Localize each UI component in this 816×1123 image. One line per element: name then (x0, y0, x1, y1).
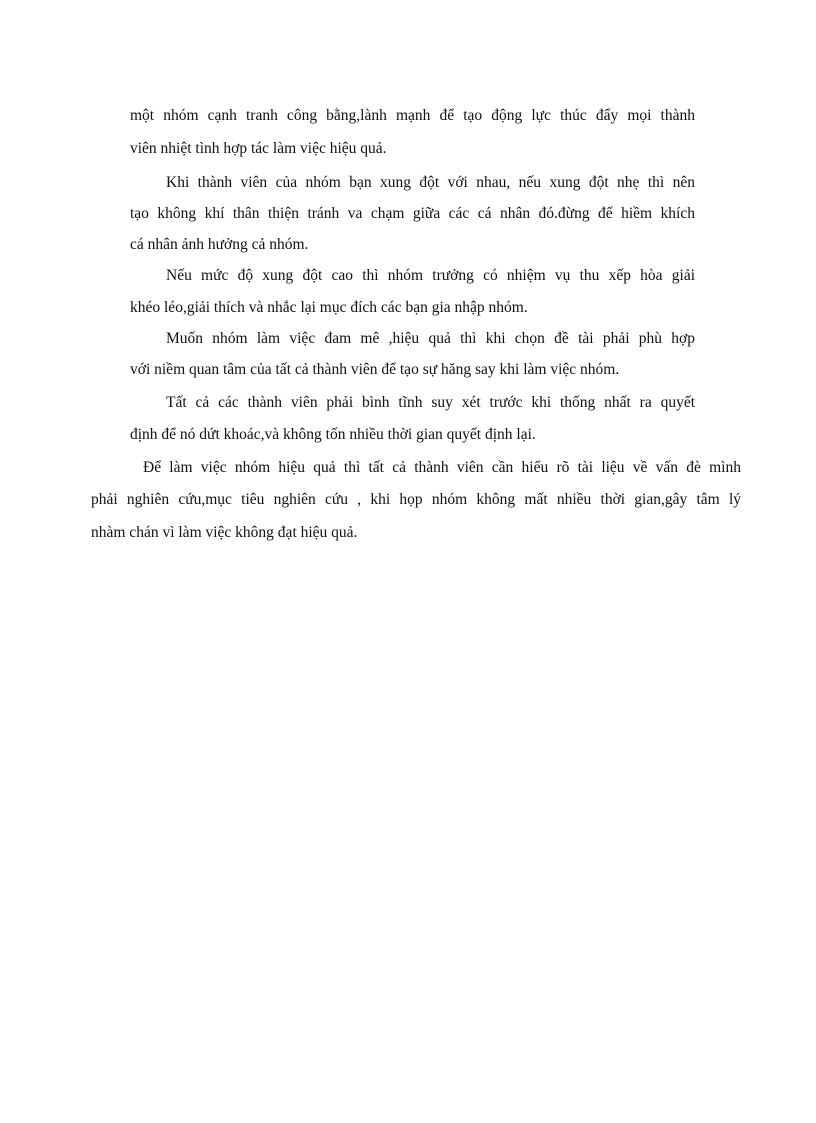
text-line: cá nhân ảnh hưởng cả nhóm. (130, 236, 309, 253)
text-line: phải nghiên cứu,mục tiêu nghiên cứu , khi họp nhóm không mất nhiều thời gian,gây tâm lý (91, 491, 741, 508)
text-line: viên nhiệt tình hợp tác làm việc hiệu quả. (130, 140, 387, 157)
text-line: một nhóm cạnh tranh công bằng,lành mạnh để tạo động lực thúc đẩy mọi thành (130, 107, 695, 124)
text-line: Nếu mức độ xung đột cao thì nhóm trưởng có nhiệm vụ thu xếp hòa giải (166, 267, 695, 284)
text-line: Muốn nhóm làm việc đam mê ,hiệu quả thì khi chọn đề tài phải phù hợp (166, 330, 695, 347)
text-line: định để nó dứt khoác,và không tốn nhiều thời gian quyết định lại. (130, 426, 536, 443)
text-line: với niềm quan tâm của tất cả thành viên để tạo sự hăng say khi làm việc nhóm. (130, 361, 620, 378)
text-line: nhàm chán vì làm việc không đạt hiệu quả. (91, 524, 358, 541)
text-line: Khi thành viên của nhóm bạn xung đột với nhau, nếu xung đột nhẹ thì nên (166, 174, 695, 191)
text-line: tạo không khí thân thiện tránh va chạm giữa các cá nhân đó.đừng để hiềm khích (130, 205, 695, 222)
text-line: Tất cả các thành viên phải bình tĩnh suy xét trước khi thống nhất ra quyết (166, 394, 695, 411)
text-line: Để làm việc nhóm hiệu quả thì tất cả thành viên cần hiểu rõ tài liệu về vấn đè mình (143, 459, 741, 476)
text-line: khéo léo,giải thích và nhắc lại mục đích các bạn gia nhập nhóm. (130, 299, 528, 316)
